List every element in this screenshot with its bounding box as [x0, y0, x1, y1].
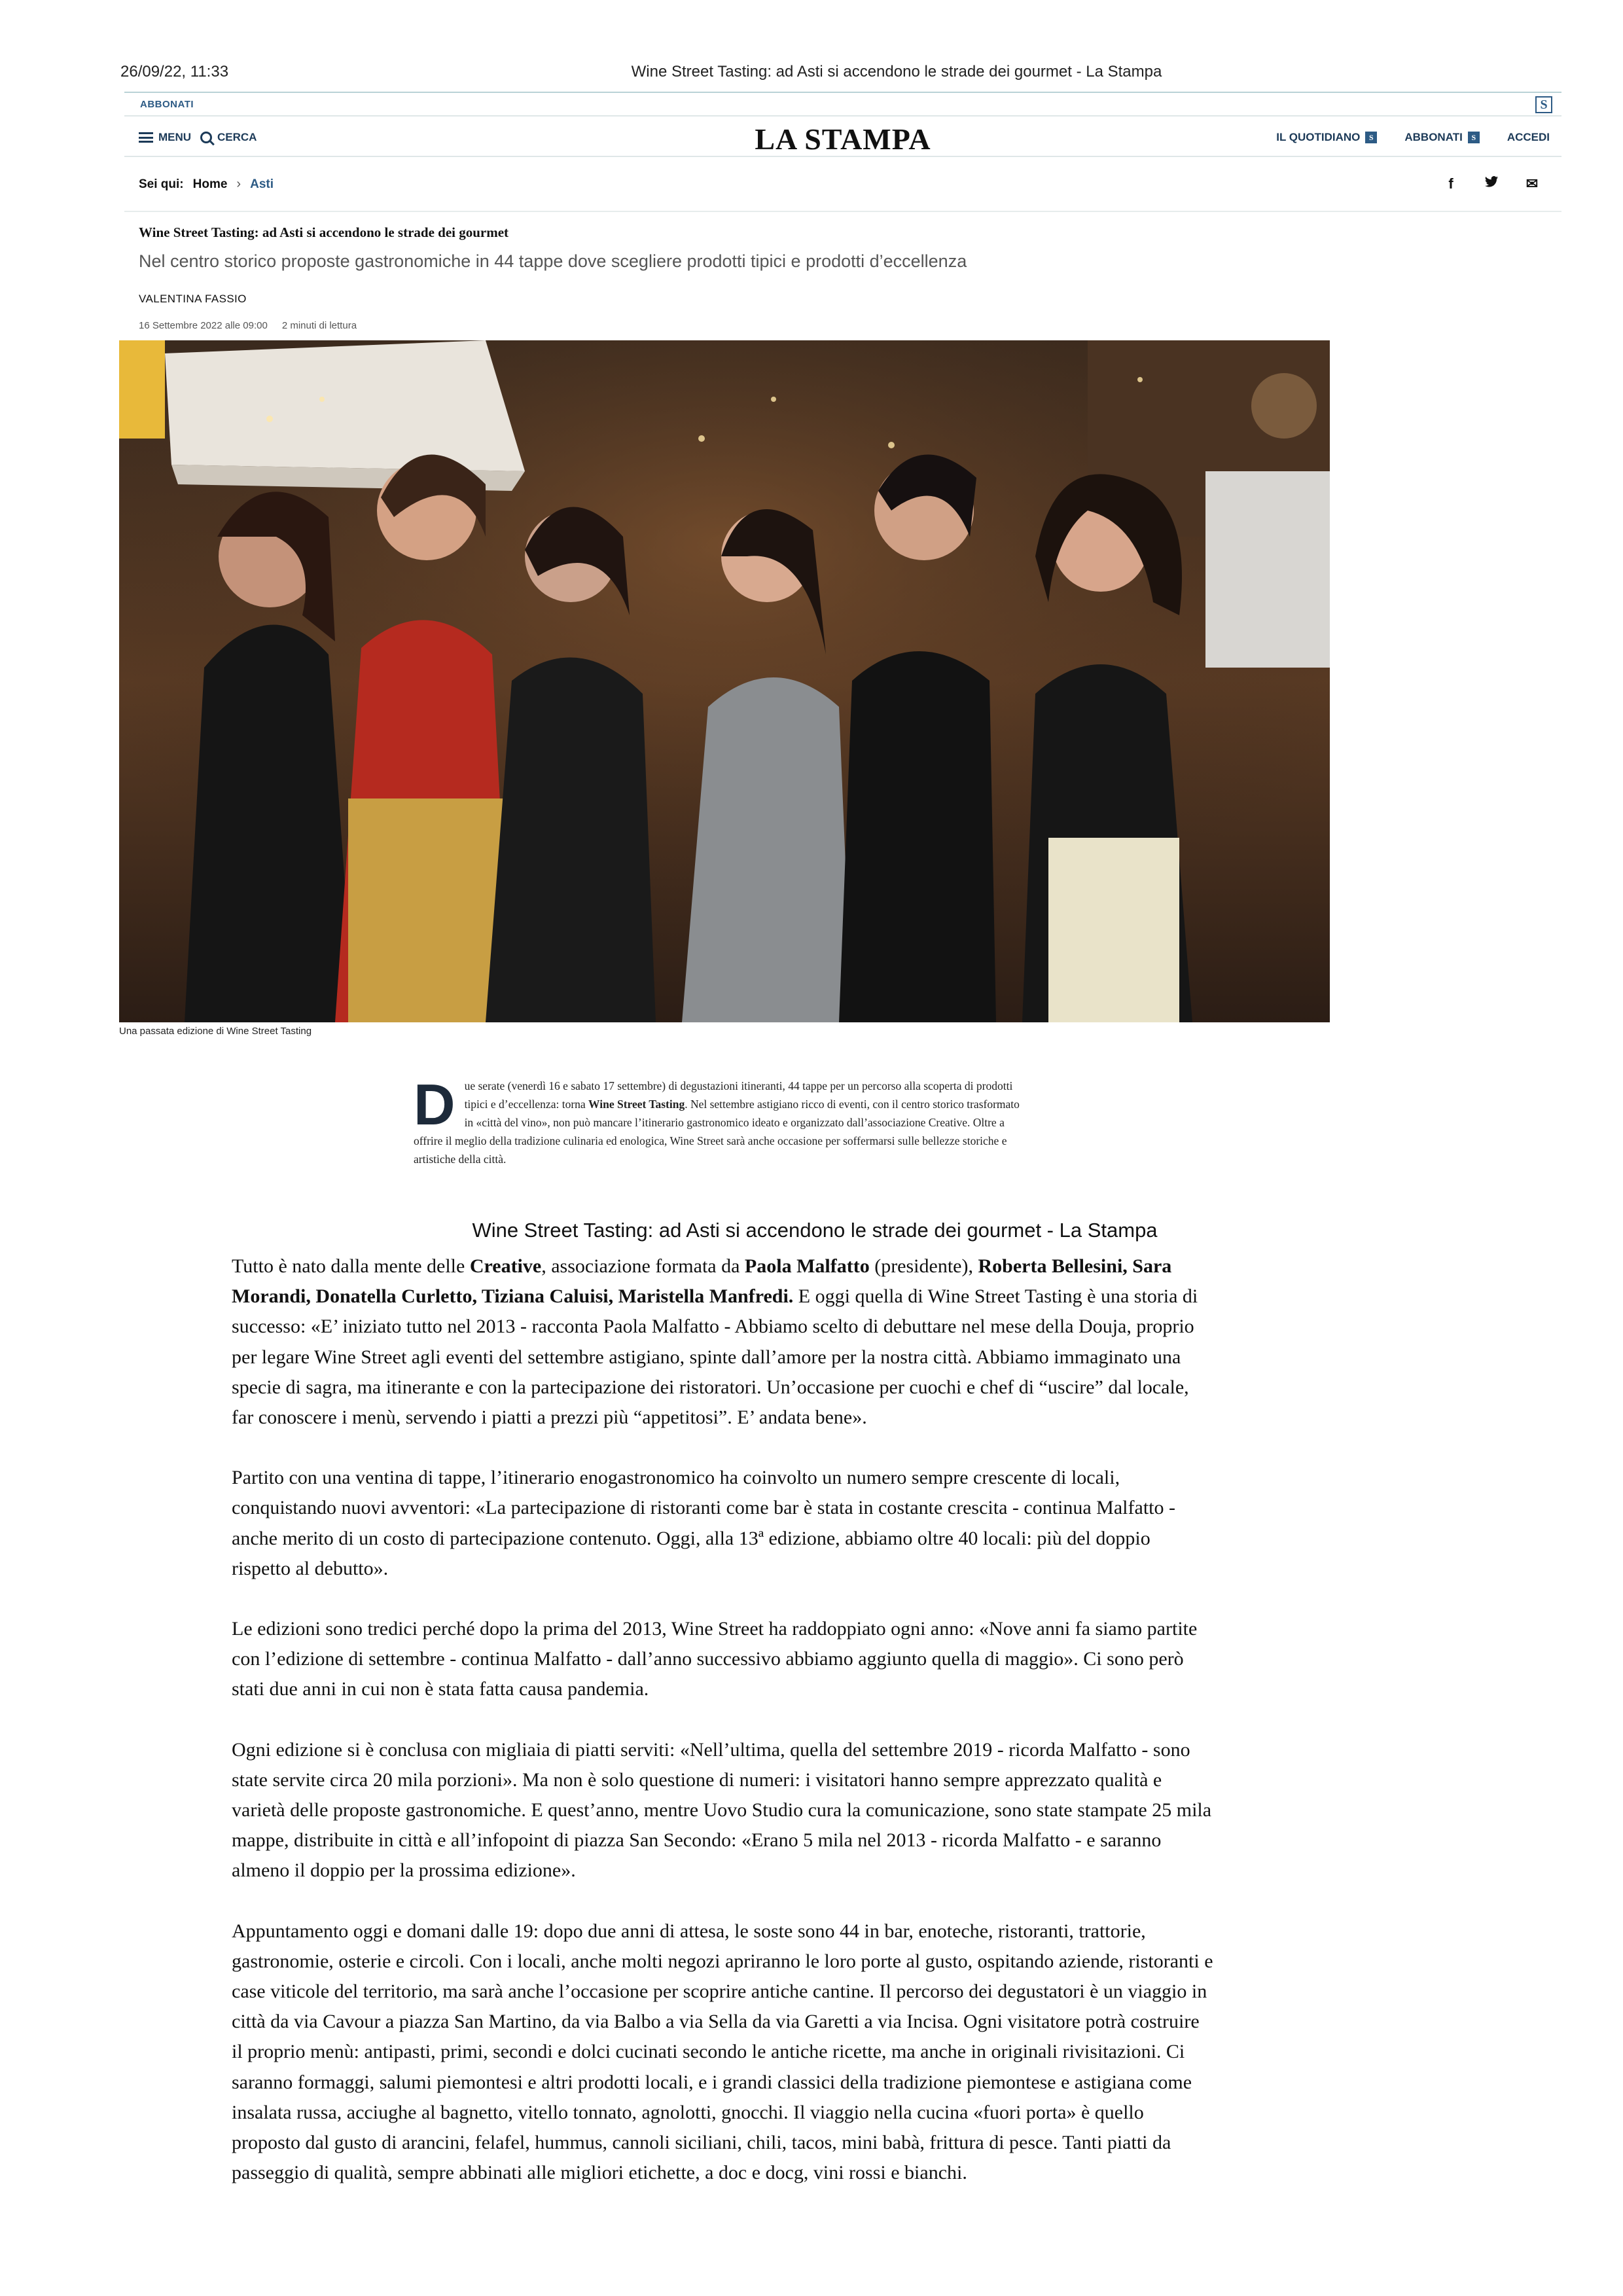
article-date: 16 Settembre 2022 alle 09:00 [139, 320, 268, 331]
menu-label: MENU [158, 131, 192, 143]
paragraph-1 [232, 1251, 1213, 1433]
la-stampa-logo[interactable]: LA STAMPA [755, 122, 931, 156]
nav-right-links [1249, 128, 1550, 147]
p1-text-e: (presidente), [869, 1255, 978, 1277]
p1-text-g: E oggi quella di Wine Street Tasting è una storia di successo: «E’ iniziato tutto nel 2013 - racconta Paola Malfatto - Abbiamo scelto di debuttare nel mese della Douja, proprio per legare Wine Street agli eventi del settembre astigiano, spinte dall’amore per la nostra città. Abbiamo immaginato una specie di sagra, ma itinerante e con la partecipazione dei ristoratori. Un’occasione per cuochi e chef di “uscire” dal locale, far conoscere i menù, servendo i piatti a prezzi più “appetitosi”. E’ andata bene». [232, 1285, 1198, 1429]
share-buttons [1444, 175, 1539, 192]
article-body [232, 1251, 1213, 2218]
article-subtitle: Nel centro storico proposte gastronomiche in 44 tappe dove scegliere prodotti tipici e prodotti d’eccellenza [139, 251, 967, 271]
p1-bold-members: Roberta Bellesini, Sara Morandi, Donatella Curletto, Tiziana Caluisi, Maristella Manfredi. [232, 1255, 1172, 1308]
print-document-title: Wine Street Tasting: ad Asti si accendono le strade dei gourmet - La Stampa [631, 63, 1162, 81]
lead-text-1: ue serate (venerdì 16 e sabato 17 settembre) di degustazioni itineranti, 44 tappe per un percorso alla scoperta di prodotti tipici e d’eccellenza: torna [464, 1079, 1013, 1111]
group-of-women-photo [119, 340, 1330, 1022]
article-author[interactable]: VALENTINA FASSIO [139, 293, 247, 305]
mail-icon[interactable]: ✉ [1525, 175, 1539, 192]
top-abbonati-link[interactable]: ABBONATI [140, 99, 194, 110]
il-quotidiano-link[interactable] [1276, 131, 1377, 144]
paragraph-4: Ogni edizione si è conclusa con migliaia di piatti serviti: «Nell’ultima, quella del settembre 2019 - ricorda Malfatto - sono state servite circa 20 mila porzioni». Ma non è solo questione di numeri: i visitatori hanno sempre apprezzato qualità e varietà delle proposte gastronomiche. E quest’anno, mentre Uovo Studio cura la comunicazione, sono state stampate 25 mila mappe, distribuite in città e all’infopoint di piazza San Secondo: «Erano 5 mila nel 2013 - ricorda Malfatto - e saranno almeno il doppio per la prossima edizione». [232, 1738, 1212, 1882]
lead-text-2: . Nel settembre astigiano ricco di eventi, con il centro storico trasformato in «città del vino», non può mancare l’itinerario gastronomico ideato e organizzato dall’associazione Creative. Oltre a offrire il meglio della tradizione culinaria ed enologica, Wine Street sarà anche occasione per soffermarsi sulle bellezze storiche e artistiche della città. [414, 1098, 1020, 1166]
facebook-icon[interactable]: f [1448, 175, 1454, 192]
breadcrumb-bar [124, 158, 1561, 212]
stampa-s-logo-icon[interactable]: S [1535, 96, 1552, 113]
lead-bold: Wine Street Tasting [588, 1098, 685, 1111]
search-label: CERCA [217, 131, 257, 143]
abbonati-label: ABBONATI [1404, 131, 1463, 143]
article-meta [139, 320, 357, 331]
p1-text-c: , associazione formata da [541, 1255, 745, 1277]
p1-text-a: Tutto è nato dalla mente delle [232, 1255, 470, 1277]
article-reading-time: 2 minuti di lettura [281, 320, 357, 331]
photo-caption: Una passata edizione di Wine Street Tasting [119, 1026, 312, 1037]
p1-bold-creative: Creative [469, 1255, 542, 1277]
print-page2-title: Wine Street Tasting: ad Asti si accendono le strade dei gourmet - La Stampa [472, 1219, 1158, 1242]
breadcrumb [139, 177, 274, 192]
subscription-icon: S [1468, 132, 1480, 143]
il-quotidiano-label: IL QUOTIDIANO [1276, 131, 1361, 143]
article-headline: Wine Street Tasting: ad Asti si accendono le strade dei gourmet [139, 224, 509, 240]
main-navbar [124, 118, 1561, 157]
print-timestamp: 26/09/22, 11:33 [120, 63, 229, 81]
newspaper-icon: S [1365, 132, 1377, 143]
print-header [120, 63, 1503, 86]
abbonati-link[interactable] [1404, 131, 1479, 144]
twitter-icon[interactable] [1484, 175, 1499, 192]
paragraph-2: Partito con una ventina di tappe, l’itinerario enogastronomico ha coinvolto un numero sempre crescente di locali, conquistando nuovi avventori: «La partecipazione di ristoranti come bar è stata in costante crescita - continua Malfatto - anche merito di un costo di partecipazione contenuto. Oggi, alla 13ª edizione, abbiamo oltre 40 locali: più del doppio rispetto al debutto». [232, 1467, 1175, 1579]
chevron-right-icon: › [236, 177, 241, 191]
breadcrumb-asti[interactable]: Asti [250, 177, 274, 191]
article-photo [119, 340, 1330, 1022]
p1-bold-malfatto: Paola Malfatto [744, 1255, 870, 1277]
breadcrumb-label: Sei qui: [139, 177, 184, 191]
accedi-link[interactable] [1507, 131, 1550, 144]
paragraph-5: Appuntamento oggi e domani dalle 19: dopo due anni di attesa, le soste sono 44 in bar, enoteche, ristoranti, trattorie, gastronomie, osterie e circoli. Con i locali, anche molti negozi apriranno le loro porte al gusto, ospitando aziende, ristoranti e case viticole del territorio, ma sarà anche l’occasione per scoprire antiche cantine. Il percorso dei degustatori è un viaggio in città da via Cavour a piazza San Martino, da via Balbo a via Sella da via Garetti a via Incisa. Ogni visitatore potrà costruire il proprio menù: antipasti, primi, secondi e dolci cucinati secondo le antiche ricette, ma anche in originali rivisitazioni. Ci saranno formaggi, salumi piemontesi e altri prodotti locali, e i grandi classici della tradizione piemontese e astigiana come insalata russa, acciughe al bagnetto, vitello tonnato, agnolotti, gnocchi. Il viaggio nella cucina «fuori porta» è quello proposto dal gusto di arancini, felafel, hummus, cannoli siciliani, chili, tacos, mini babà, frittura di pesce. Tanti piatti da passeggio di qualità, sempre abbinati alle migliori etichette, a doc e docg, vini rossi e bianchi. [232, 1920, 1213, 2184]
breadcrumb-home[interactable]: Home [192, 177, 228, 191]
article-lead [414, 1072, 1026, 1168]
paragraph-3: Le edizioni sono tredici perché dopo la prima del 2013, Wine Street ha raddoppiato ogni anno: «Nove anni fa siamo partite con l’edizione di settembre - continua Malfatto - dall’anno successivo abbiamo aggiunto quella di maggio». Ci sono però stati due anni in cui non è stata fatta causa pandemia. [232, 1618, 1198, 1700]
drop-cap: D [414, 1072, 455, 1137]
accedi-label: ACCEDI [1507, 131, 1550, 143]
top-subscribe-bar [124, 92, 1561, 117]
